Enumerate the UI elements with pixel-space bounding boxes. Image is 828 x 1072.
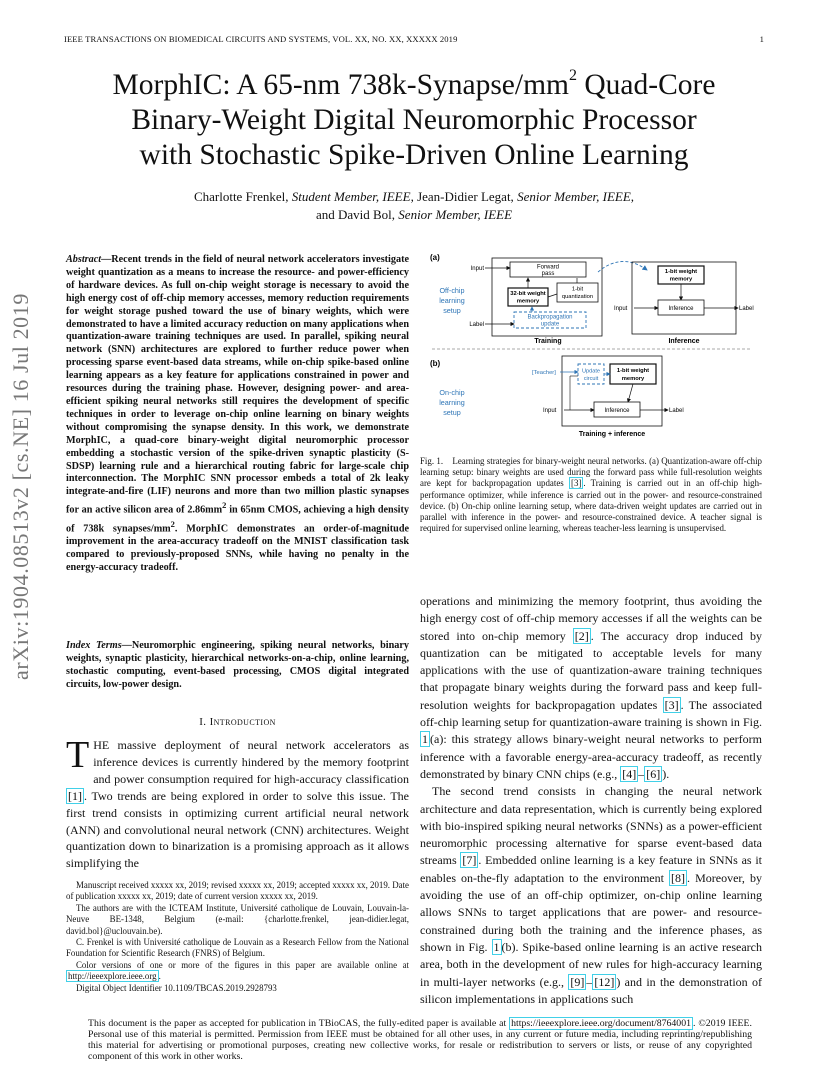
svg-text:Inference: Inference: [604, 408, 630, 414]
author-2-role: Senior Member, IEEE,: [517, 189, 635, 204]
footnote-affiliation: The authors are with the ICTEAM Institute, Université catholique de Louvain, Louvain-la-Neuve BE-1348, Belgium (e-mail: {charlotte.frenkel, jean-didier.legat, david.bol}@uclouvain.be).: [66, 902, 409, 936]
abstract-text-2: in 65nm CMOS, achieving a high density of 738k synapses/mm: [66, 504, 410, 534]
author-list: [100, 188, 728, 224]
copyright-notice: This document is the paper as accepted for publication in TBioCAS, the fully-edited paper is available at https://ieeexplore.ieee.org/document/8764001 . ©2019 IEEE. Personal use of this material is permitted. Permission from IEEE must be obtained for all other uses, in any current or future media, including reprinting/republishing this material for advertising or promotional purposes, creating new collective works, for resale or redistribution to servers or lists, or reuse of any copyrighted component of this work in other works.: [88, 1018, 752, 1062]
author-3: and David Bol,: [315, 207, 399, 222]
panel-b-label: (b): [430, 359, 441, 368]
caption-text-2: . Training is carried out in an off-chip high-performance optimizer, while inference is carried out in the power- and resource-constrained device. (b) On-chip online learning setup, where data-driven weight updates are carried out in parallel with inference in the power- and resource-constrained device. A teacher signal is required for supervised online learning, whereas teacher-less learning is unsupervised.: [420, 478, 762, 534]
abstract-sup-2: 2: [170, 518, 175, 529]
svg-text:1-bit weight: 1-bit weight: [664, 269, 698, 275]
arxiv-id: arXiv:1904.08513v2 [cs.NE] 16 Jul 2019: [8, 293, 33, 680]
footnote-funding: C. Frenkel is with Université catholique de Louvain as a Research Fellow from the National Foundation for Scientific Research (FNRS) of Belgium.: [66, 937, 409, 959]
section-title: Introduction: [209, 716, 276, 728]
figure-1: [422, 250, 762, 442]
intro-paragraph: [66, 734, 409, 872]
footnote-manuscript: Manuscript received xxxxx xx, 2019; revised xxxxx xx, 2019; accepted xxxxx xx, 2019. Date of publication xxxxx xx, 2019; date of current version xxxxx xx, 2019.: [66, 880, 409, 902]
title-line1-end: Quad-Core: [576, 69, 716, 101]
svg-text:quantization: quantization: [561, 294, 594, 300]
citation-link[interactable]: [3]: [664, 697, 679, 712]
svg-text:32-bit weight: 32-bit weight: [510, 291, 546, 297]
figure-caption: [420, 456, 762, 534]
teacher-label: [Teacher]: [532, 370, 556, 376]
svg-text:circuit: circuit: [583, 376, 599, 382]
svg-text:Backpropagation: Backpropagation: [527, 314, 573, 321]
training-inference-label: Training + inference: [578, 431, 646, 438]
title-superscript: 2: [568, 67, 577, 84]
body-paragraph-1: operations and minimizing the memory footprint, thus avoiding the high energy cost of off-chip memory accesses if all the weights can be stored into on-chip memory [2] . The accuracy drop induced by quantization can be mitigated to acceptable levels for many applications with the use of quantization-aware training techniques that propagate binary weights during the forward pass and keep full-resolution weights for backpropagation updates [3] . The associated off-chip learning setup for quantization-aware training is shown in Fig. 1 (a): this strategy allows binary-weight neural networks to perform inference with a favorable energy-area-accuracy tradeoff, as recently demonstrated by binary CNN chips (e.g., [4] – [6] ).: [420, 594, 762, 781]
offchip-label-1: Off-chip: [439, 286, 465, 295]
svg-text:pass: pass: [541, 271, 555, 277]
caption-text-1: Learning strategies for binary-weight neural networks. (a) Quantization-aware off-chip learning setup: binary weights are used during the forward pass while full-resolution weights are kept for backpropagation updates: [420, 456, 762, 489]
index-terms-text: —Neuromorphic engineering, spiking neural networks, binary weights, synaptic plasticity, hierarchical networks-on-a-chip, online learning, stochastic computing, event-based processing, CMOS digital integrated circuits, low-power design.: [66, 640, 409, 690]
journal-name: IEEE TRANSACTIONS ON BIOMEDICAL CIRCUITS AND SYSTEMS, VOL. XX, NO. XX, XXXXX 2019: [64, 34, 458, 44]
drop-cap: T: [66, 734, 90, 776]
citation-link[interactable]: [4]: [622, 766, 637, 781]
learning-strategies-diagram: [422, 250, 762, 442]
svg-text:memory: memory: [621, 376, 645, 382]
right-column-body: [420, 593, 762, 1008]
abstract-text-3: . MorphIC demonstrates an order-of-magnitude improvement in the area-accuracy tradeoff on the MNIST classification task compared to previously-proposed SNNs, while having no penalty in the energy-accuracy tradeoff.: [66, 522, 410, 573]
abstract-sup-1: 2: [222, 500, 227, 511]
footnote-color: Color versions of one or more of the figures in this paper are available online at http://ieeexplore.ieee.org .: [68, 959, 409, 982]
input-label-b: Input: [543, 408, 557, 414]
svg-text:Forward: Forward: [536, 264, 560, 271]
author-3-role: Senior Member, IEEE: [398, 207, 513, 222]
abstract-label: Abstract: [66, 254, 102, 265]
figure-link[interactable]: 1: [493, 939, 500, 954]
author-1: Charlotte Frenkel,: [193, 189, 292, 204]
svg-text:memory: memory: [516, 298, 540, 305]
svg-text:Update: Update: [581, 368, 601, 375]
author-1-role: Student Member, IEEE,: [291, 189, 414, 204]
section-number: I.: [199, 716, 210, 728]
intro-text-2: . Two trends are being explored in order to solve this issue. The first trend consists in optimizing current artificial neural network (ANN) and convolutional neural network (CNN) architectures. Weight quantization down to binarization is a promising approach as it allows simplifying the: [66, 788, 409, 871]
citation-link[interactable]: [1]: [68, 788, 82, 803]
input-label-a2: Input: [614, 306, 628, 312]
intro-text-1: massive deployment of neural network accelerators as inference devices is currently hindered by the memory footprint and power consumption required for high-accuracy classification: [93, 738, 409, 786]
ieeexplore-link[interactable]: http://ieeexplore.ieee.org: [68, 971, 157, 982]
intro-lead: HE: [93, 738, 110, 752]
training-label: Training: [534, 338, 562, 345]
svg-text:learning: learning: [439, 398, 465, 407]
svg-text:update: update: [540, 321, 560, 328]
index-terms: [66, 640, 409, 692]
svg-text:memory: memory: [669, 276, 693, 283]
index-terms-label: Index Terms: [66, 640, 122, 651]
body-paragraph-2: The second trend consists in changing the neural network architecture and data representation, which is currently being explored with bio-inspired spiking neural networks (SNNs) as a power-efficient neuromorphic processing alternative for sparse event-based data streams [7] . Embedded online learning is a key feature in SNNs as it enables on-the-fly adaptation to the environment [8] . Moreover, by avoiding the use of an off-chip optimizer, on-chip online learning allows SNNs to target applications that are power- and resource-constrained during both the training and the inference phases, as shown in Fig. 1 (b). Spike-based online learning is an active research area, both in the development of new rules for high-accuracy learning in multi-layer networks (e.g., [9] – [12] ) and in the demonstration of silicon implementations in applications such: [420, 784, 763, 1006]
citation-link[interactable]: [3]: [570, 478, 582, 489]
offchip-label-3: setup: [443, 306, 461, 315]
label-label-a: Label: [469, 322, 484, 328]
caption-label: Fig. 1.: [420, 456, 444, 466]
citation-link[interactable]: [9]: [570, 974, 585, 989]
svg-text:setup: setup: [443, 408, 461, 417]
svg-text:Inference: Inference: [668, 306, 694, 312]
panel-a-label: (a): [430, 253, 440, 262]
paper-title: [30, 68, 798, 173]
section-heading: [66, 716, 409, 728]
svg-text:On-chip: On-chip: [439, 388, 465, 397]
title-line2: Binary-Weight Digital Neuromorphic Processor: [131, 104, 697, 136]
label-out-a: Label: [739, 306, 754, 312]
running-header: [64, 34, 764, 44]
inference-label: Inference: [668, 338, 700, 345]
offchip-label-2: learning: [439, 296, 465, 305]
svg-text:1-bit: 1-bit: [571, 286, 584, 293]
title-line3: with Stochastic Spike-Driven Online Learning: [139, 139, 689, 171]
abstract: [66, 254, 409, 575]
author-2: Jean-Didier Legat,: [413, 189, 518, 204]
figure-link[interactable]: 1: [422, 732, 428, 747]
input-label-a: Input: [470, 266, 484, 272]
citation-link[interactable]: [12]: [594, 974, 615, 989]
citation-link[interactable]: [8]: [671, 870, 686, 885]
footnote-doi: Digital Object Identifier 10.1109/TBCAS.2019.2928793: [76, 982, 277, 993]
ieee-document-link[interactable]: https://ieeexplore.ieee.org/document/8764001: [511, 1018, 692, 1029]
page-number: 1: [759, 34, 764, 44]
footnotes: [66, 880, 409, 994]
arxiv-stamp: [6, 290, 36, 680]
svg-text:1-bit weight: 1-bit weight: [616, 368, 650, 374]
title-line1: MorphIC: A 65-nm 738k-Synapse/mm: [112, 69, 569, 101]
abstract-text: —Recent trends in the field of neural network accelerators investigate weight quantization as a means to increase the resource- and power-efficiency of hardware devices. As full on-chip weight storage is necessary to avoid the high energy cost of off-chip memory accesses, memory reduction requirements for weight storage pushed toward the use of binary weights, which were demonstrated to have a limited accuracy reduction on many applications when quantization-aware training techniques are used. In parallel, spiking neural network (SNN) architectures are explored to further reduce power when processing sparse event-based data streams, while on-chip spike-based online learning appears as a key feature for applications constrained in power and resources during the training phase. However, designing power- and area-efficient spiking neural networks still requires the development of specific techniques in order to leverage on-chip online learning on binary weights without compromising the synapse density. In this work, we demonstrate MorphIC, a quad-core binary-weight digital neuromorphic processor embedding a stochastic version of the spike-driven synaptic plasticity (S-SDSP) learning rule and a hierarchical routing fabric for large-scale chip interconnection. The MorphIC SNN processor embeds a total of 2k leaky integrate-and-fire (LIF) neurons and more than two million plastic synapses for an active silicon area of 2.86mm: [66, 254, 409, 516]
label-out-b: Label: [669, 408, 684, 414]
citation-link[interactable]: [7]: [462, 853, 477, 868]
citation-link[interactable]: [2]: [574, 628, 589, 643]
citation-link[interactable]: [6]: [646, 766, 661, 781]
